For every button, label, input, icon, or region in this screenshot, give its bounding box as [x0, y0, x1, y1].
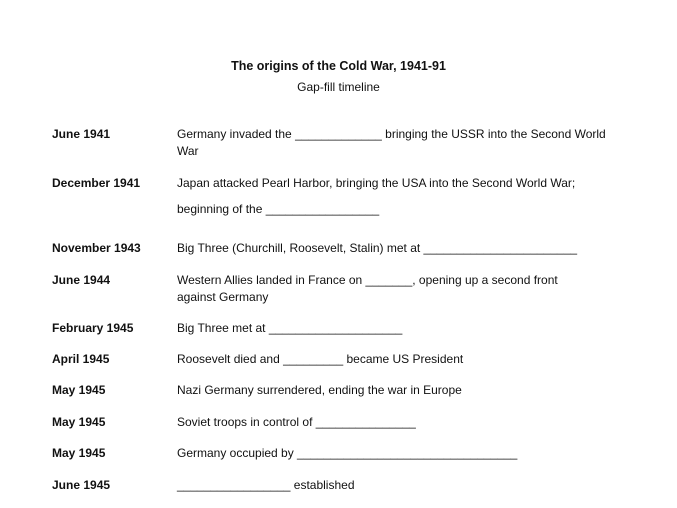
timeline-date: May 1945 [52, 383, 106, 397]
timeline-event: _________________ established [177, 478, 355, 492]
timeline-date: May 1945 [52, 446, 106, 460]
timeline-date: December 1941 [52, 176, 141, 190]
timeline-date: November 1943 [52, 241, 141, 255]
timeline-event: Nazi Germany surrendered, ending the war in Europe [177, 383, 462, 397]
timeline-event: Japan attacked Pearl Harbor, bringing the USA into the Second World War; beginning of the _________________ [177, 176, 576, 216]
timeline-date: February 1945 [52, 321, 134, 335]
timeline-event: Germany invaded the _____________ bringing the USSR into the Second World War [177, 127, 606, 158]
timeline-event: Big Three met at ____________________ [177, 321, 403, 335]
timeline-event: Roosevelt died and _________ became US President [177, 352, 464, 366]
timeline-date: May 1945 [52, 415, 106, 429]
timeline-date: June 1944 [52, 273, 111, 287]
document-subtitle: Gap-fill timeline [297, 80, 380, 94]
timeline-date: June 1945 [52, 478, 111, 492]
document-title: The origins of the Cold War, 1941-91 [231, 59, 446, 73]
timeline-event: Big Three (Churchill, Roosevelt, Stalin) met at _______________________ [177, 241, 578, 255]
timeline-event: Germany occupied by _________________________________ [177, 446, 518, 460]
timeline-date: April 1945 [52, 352, 110, 366]
timeline-event: Western Allies landed in France on _______, opening up a second front against Germany [177, 273, 558, 304]
timeline-date: June 1941 [52, 127, 111, 141]
timeline-event: Soviet troops in control of _______________ [177, 415, 416, 429]
